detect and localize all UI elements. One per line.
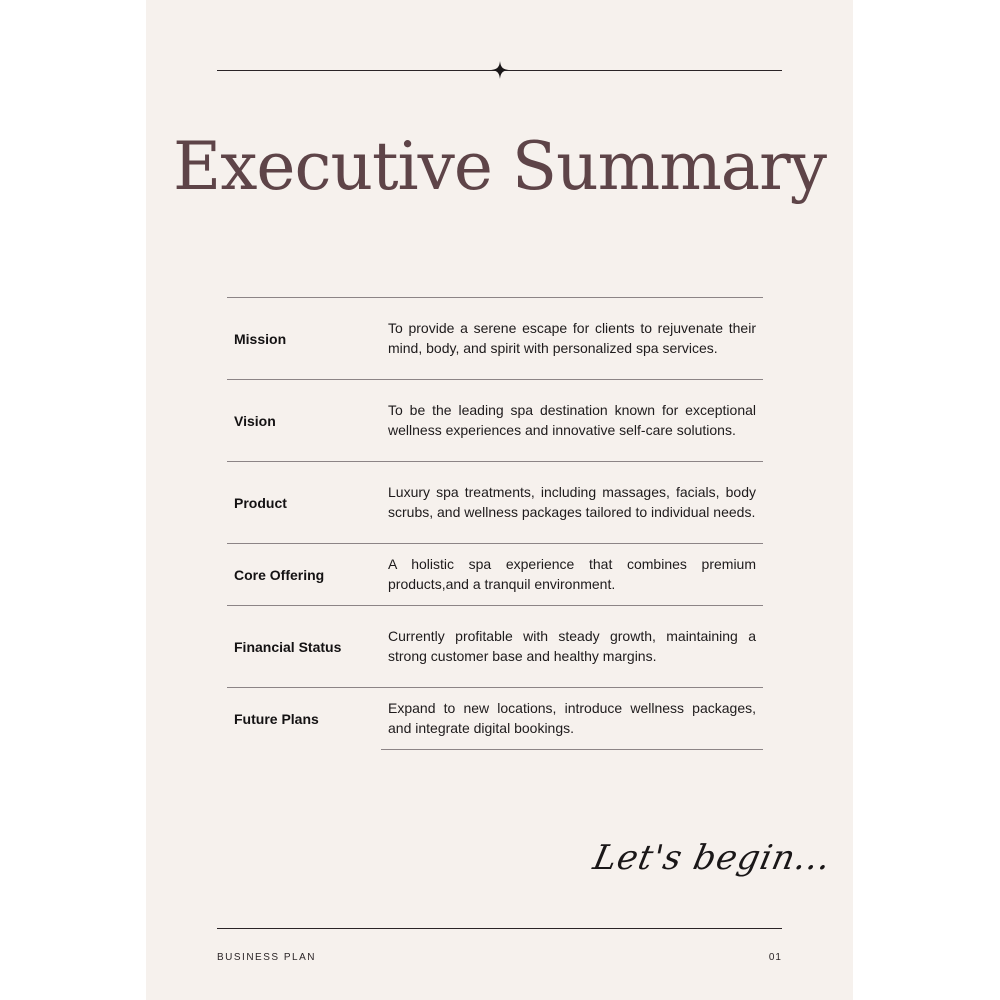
row-description: A holistic spa experience that combines premium products,and a tranquil environment. — [388, 556, 756, 592]
summary-table — [227, 297, 763, 749]
row-description: Luxury spa treatments, including massages, facials, body scrubs, and wellness packages tailored to individual needs. — [388, 484, 756, 520]
four-point-star-icon — [491, 61, 509, 79]
row-label: Vision — [234, 412, 276, 429]
document-page — [146, 0, 853, 1000]
footer-label: BUSINESS PLAN — [217, 952, 316, 963]
row-label: Product — [234, 494, 287, 511]
row-label: Core Offering — [234, 566, 325, 583]
row-label: Mission — [234, 330, 287, 347]
table-row — [227, 297, 763, 379]
row-description: Currently profitable with steady growth, maintaining a strong customer base and healthy margins. — [388, 628, 756, 664]
table-row — [227, 461, 763, 543]
row-label: Future Plans — [234, 710, 319, 727]
bottom-divider — [217, 928, 782, 929]
page-title: Executive Summary — [173, 128, 826, 205]
table-row — [227, 543, 763, 605]
table-row — [227, 605, 763, 687]
table-row — [227, 379, 763, 461]
closing-script: Let's begin... — [589, 838, 836, 878]
row-description: To provide a serene escape for clients to rejuvenate their mind, body, and spirit with personalized spa services. — [388, 320, 756, 356]
page-number: 01 — [768, 952, 782, 963]
row-description: To be the leading spa destination known for exceptional wellness experiences and innovative self-care solutions. — [388, 402, 756, 438]
table-bottom-divider — [381, 749, 763, 750]
table-row — [227, 687, 763, 749]
row-label: Financial Status — [234, 638, 342, 655]
row-description: Expand to new locations, introduce wellness packages, and integrate digital bookings. — [388, 700, 756, 736]
